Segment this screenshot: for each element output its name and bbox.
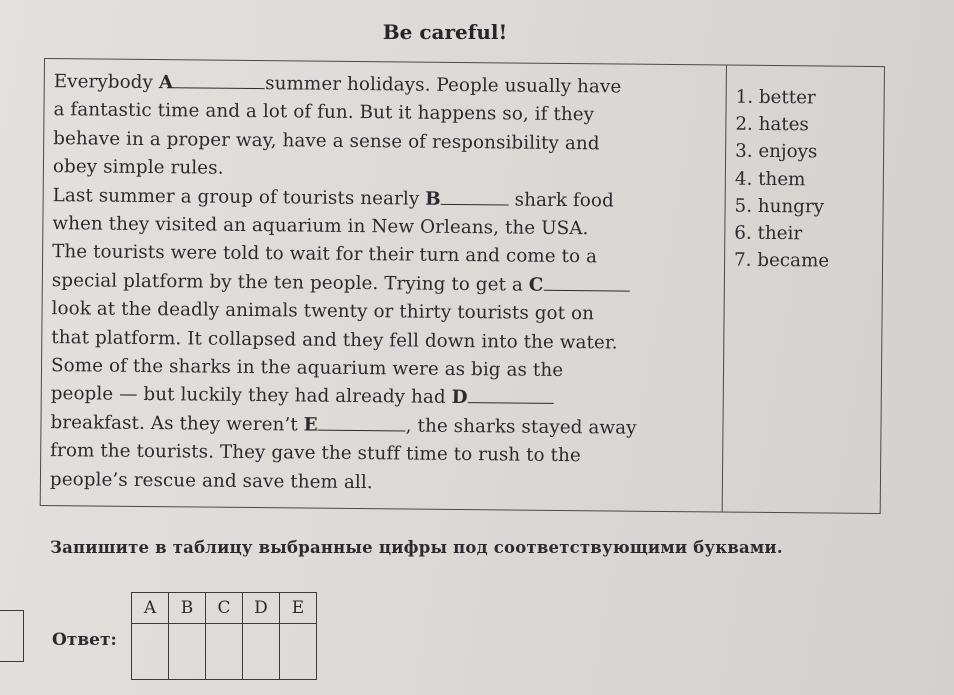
gap-letter-a: A bbox=[158, 72, 174, 94]
passage-line: obey simple rules. bbox=[52, 156, 224, 179]
gap-letter-e: E bbox=[303, 414, 318, 436]
passage-line: a fantastic time and a lot of fun. But it happens so, if they bbox=[53, 99, 595, 126]
passage-line: that platform. It collapsed and they fell down into the water. bbox=[51, 326, 618, 354]
line-text: special platform by the ten people. Trying to get a bbox=[51, 269, 529, 296]
options-list bbox=[734, 84, 876, 276]
answer-label: Ответ: bbox=[52, 630, 117, 650]
line-text: summer holidays. People usually have bbox=[265, 73, 622, 98]
gap-blank-e bbox=[318, 414, 406, 432]
passage-line: look at the deadly animals twenty or thirty tourists got on bbox=[51, 298, 595, 325]
option-item: 7. became bbox=[733, 249, 830, 272]
gap-letter-b: B bbox=[425, 188, 441, 210]
gap-letter-d: D bbox=[451, 387, 468, 409]
gap-blank-b bbox=[441, 187, 509, 205]
option-item: 1. better bbox=[735, 86, 816, 109]
answer-table bbox=[131, 592, 317, 680]
option-item: 2. hates bbox=[735, 113, 809, 136]
answer-header-a: A bbox=[132, 593, 169, 624]
answer-header-d: D bbox=[243, 593, 280, 624]
line-text: , the sharks stayed away bbox=[405, 415, 637, 439]
option-item: 6. their bbox=[734, 222, 803, 245]
answer-header-row bbox=[132, 593, 317, 624]
gap-blank-c bbox=[543, 274, 629, 292]
line-text: people — but luckily they had already had bbox=[50, 383, 452, 409]
passage-line: from the tourists. They gave the stuff time to rush to the bbox=[50, 440, 581, 467]
answer-header-c: C bbox=[206, 593, 243, 624]
page-title: Be careful! bbox=[382, 20, 508, 44]
answer-header-e: E bbox=[280, 593, 317, 624]
answer-cell-a[interactable] bbox=[132, 624, 169, 680]
answer-cell-e[interactable] bbox=[280, 624, 317, 680]
passage-text bbox=[50, 68, 722, 500]
passage-line: when they visited an aquarium in New Orleans, the USA. bbox=[52, 213, 589, 240]
answer-cell-d[interactable] bbox=[243, 624, 280, 680]
line-text: breakfast. As they weren’t bbox=[50, 411, 304, 436]
option-item: 5. hungry bbox=[734, 195, 825, 218]
line-text: shark food bbox=[508, 189, 614, 212]
answer-cell-b[interactable] bbox=[169, 624, 206, 680]
answer-value-row bbox=[132, 624, 317, 680]
line-text: Everybody bbox=[53, 71, 159, 94]
passage-line: people’s rescue and save them all. bbox=[49, 468, 373, 493]
gap-blank-d bbox=[468, 387, 554, 405]
side-answer-box bbox=[0, 610, 24, 662]
answer-header-b: B bbox=[169, 593, 206, 624]
passage-line: The tourists were told to wait for their turn and come to a bbox=[52, 241, 598, 268]
exercise-box bbox=[40, 58, 885, 514]
passage-line: behave in a proper way, have a sense of responsibility and bbox=[53, 127, 600, 155]
line-text: Last summer a group of tourists nearly bbox=[52, 184, 426, 210]
answer-cell-c[interactable] bbox=[206, 624, 243, 680]
instruction-text: Запишите в таблицу выбранные цифры под соответствующими буквами. bbox=[50, 538, 783, 557]
column-divider bbox=[722, 66, 727, 512]
option-item: 4. them bbox=[734, 168, 806, 190]
gap-blank-a bbox=[173, 71, 265, 89]
gap-letter-c: C bbox=[528, 274, 544, 296]
passage-line: Some of the sharks in the aquarium were as big as the bbox=[50, 355, 564, 382]
option-item: 3. enjoys bbox=[735, 141, 818, 163]
